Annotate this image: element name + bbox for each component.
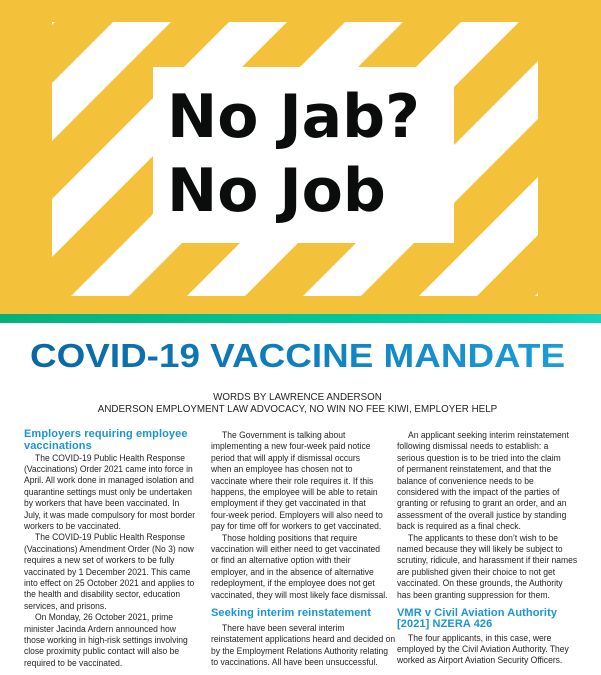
column-3-body <box>397 430 577 601</box>
section-heading-employers-requiring-vaccinations <box>24 429 188 452</box>
text-line: has been granting suppression for them. <box>397 589 550 601</box>
text-line: vaccination will either need to get vaccinated <box>211 544 380 556</box>
text-line: of permanent reinstatement, and that the <box>397 464 552 476</box>
text-line: period that will apply if dismissal occurs <box>211 452 361 464</box>
text-line: The COVID-19 Public Health Response <box>35 452 186 464</box>
text-line: serious question is to be tried into the claim <box>397 452 561 464</box>
text-line: granting or refusing to grant an order, and an <box>397 498 567 510</box>
article-title <box>0 337 601 375</box>
heading-line: vaccinations <box>24 439 92 452</box>
text-line: those working in high-risk settings involving <box>24 635 188 646</box>
paragraph <box>211 533 388 601</box>
paragraph <box>211 623 395 669</box>
text-line: reinstatement applications heard and decided on <box>211 634 396 646</box>
text-line: the health and disability sector, education <box>24 589 181 601</box>
column-3-body-continued <box>397 633 569 667</box>
text-line: On Monday, 26 October 2021, prime <box>35 612 173 624</box>
paragraph <box>397 430 577 533</box>
column-2-body <box>211 430 388 601</box>
heading-line: VMR v Civil Aviation Authority <box>397 606 558 619</box>
text-line: employer, and in the absence of alternative <box>211 566 374 578</box>
text-line: redeployment, if the employee does not get <box>211 578 375 590</box>
text-line: by workers that have been vaccinated. In <box>24 498 180 510</box>
hero-banner <box>0 0 601 330</box>
byline <box>0 392 595 416</box>
section-heading-vmr-v-civil-aviation-authority <box>397 608 557 631</box>
text-line: into effect on 25 October 2021 and applies to <box>24 577 195 589</box>
text-line: employed by the Civil Aviation Authority. They <box>397 643 569 655</box>
text-line: quarantine settings must only be undertaken <box>24 486 193 498</box>
slogan <box>167 80 420 228</box>
text-line: requires a new set of workers to be fully <box>24 555 175 567</box>
slogan-line-1: No Jab? <box>167 82 420 152</box>
text-line: scrutiny, ridicule, and harassment if their names <box>397 555 578 567</box>
text-line: considered with the impact of the parties of <box>397 487 560 499</box>
text-line: workers to be vaccinated. <box>24 520 121 532</box>
text-line: happens, the employee will be able to retain <box>211 487 378 499</box>
paragraph <box>24 532 195 612</box>
text-line: are published given their choice to not get <box>397 566 556 578</box>
section-heading-seeking-interim-reinstatement <box>211 608 371 620</box>
text-line: by the Employment Relations Authority relating <box>211 645 389 657</box>
paragraph <box>24 612 195 669</box>
text-line: Those holding positions that require <box>222 532 358 544</box>
text-line: April. All work done in managed isolation and <box>24 475 194 487</box>
text-line: following dismissal needs to establish: a <box>397 441 549 453</box>
text-line: The applicants to these don’t wish to be <box>408 532 559 544</box>
text-line: An applicant seeking interim reinstatement <box>408 430 569 441</box>
text-line: The Government is talking about <box>222 430 346 441</box>
paragraph <box>24 453 195 533</box>
text-line: services, and prisons. <box>24 600 107 612</box>
text-line: July, it was made compulsory for most border <box>24 509 196 521</box>
paragraph <box>397 633 569 667</box>
column-2-body-continued <box>211 623 395 669</box>
text-line: or find an alternative option with their <box>211 555 351 567</box>
text-line: vaccinated, they will most likely face dismissal. <box>211 589 388 601</box>
text-line: employment if they get vaccinated in that <box>211 498 366 510</box>
text-line: (Vaccinations) Amendment Order (No 3) now <box>24 543 194 555</box>
text-line: vaccinated by 1 December 2021. This came <box>24 566 191 578</box>
text-line: implementing a new four-week paid notice <box>211 441 371 453</box>
byline-author: WORDS BY LAWRENCE ANDERSON <box>213 392 382 404</box>
byline-affiliation: ANDERSON EMPLOYMENT LAW ADVOCACY, NO WIN NO FEE KIWI, EMPLOYER HELP <box>97 404 498 416</box>
text-line: four-week period. Employers will also need to <box>211 509 383 521</box>
slogan-line-2: No Job <box>167 156 386 226</box>
text-line: balance of convenience needs to be <box>397 475 534 487</box>
text-line: required to be vaccinated. <box>24 657 123 669</box>
text-line: back is required as a final check. <box>397 521 521 533</box>
text-line: minister Jacinda Ardern announced how <box>24 623 176 635</box>
text-line: The four applicants, in this case, were <box>408 632 552 644</box>
text-line: vaccinate where their role requires it. If this <box>211 475 374 487</box>
paragraph <box>397 533 577 601</box>
text-line: vaccinated. On these grounds, the Authority <box>397 578 563 590</box>
article-title-text: COVID-19 VACCINE MANDATE <box>29 337 566 375</box>
heading-line: Employers requiring employee <box>24 428 188 441</box>
text-line: worked as Airport Aviation Security Officers. <box>397 655 563 667</box>
text-line: close proximity public contact will also be <box>24 646 180 658</box>
heading-line: [2021] NZERA 426 <box>397 618 493 631</box>
text-line: when an employee has chosen not to <box>211 464 353 476</box>
column-1-body <box>24 453 195 670</box>
paragraph <box>211 430 388 533</box>
text-line: (Vaccinations) Order 2021 came into force in <box>24 463 193 475</box>
text-line: The COVID-19 Public Health Response <box>35 532 186 544</box>
text-line: There have been several interim <box>222 623 345 634</box>
heading-line: Seeking interim reinstatement <box>211 606 372 619</box>
text-line: assessment of the overall justice by standing <box>397 509 567 521</box>
accent-bar <box>0 314 601 323</box>
text-line: to vaccinations. All have been unsuccessful. <box>211 657 378 669</box>
text-line: named because they will likely be subject to <box>397 544 563 556</box>
text-line: pay for time off for workers to get vaccinated. <box>211 521 382 533</box>
